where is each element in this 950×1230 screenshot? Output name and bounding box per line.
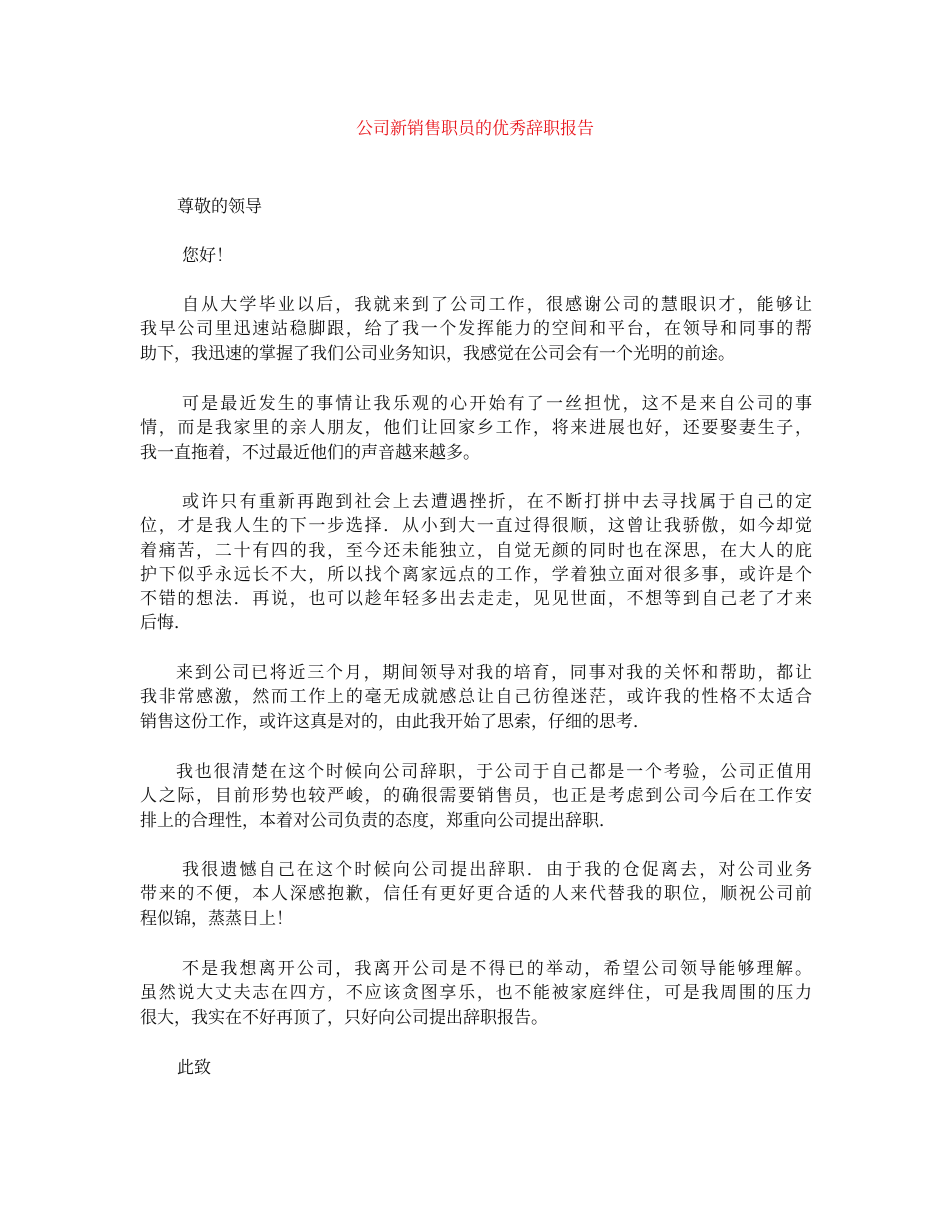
paragraph-line: 自从大学毕业以后，我就来到了公司工作，很感谢公司的慧眼识才，能够让 [182,295,812,315]
body-paragraph-5 [140,760,812,833]
paragraph-line: 很大，我实在不好再顶了，只好向公司提出辞职报告。 [140,1007,548,1028]
paragraph-line: 或许只有重新再跑到社会上去遭遇挫折，在不断打拼中去寻找属于自己的定 [182,492,812,512]
paragraph-line: 排上的合理性，本着对公司负责的态度，郑重向公司提出辞职． [140,810,616,831]
paragraph-line: 不是我想离开公司，我离开公司是不得已的举动，希望公司领导能够理解。 [182,959,812,979]
paragraph-line: 着痛苦，二十有四的我，至今还未能独立，自觉无颜的同时也在深思，在大人的庇 [140,540,812,561]
body-paragraph-1 [140,293,812,366]
paragraph-line: 我也很清楚在这个时候向公司辞职，于公司于自己都是一个考验，公司正值用 [176,762,812,782]
body-paragraph-6 [140,858,812,931]
paragraph-line: 我很遗憾自己在这个时候向公司提出辞职．由于我的仓促离去，对公司业务 [182,860,812,880]
paragraph-line: 程似锦，蒸蒸日上！ [140,908,293,929]
paragraph-line: 情，而是我家里的亲人朋友，他们让回家乡工作，将来进展也好，还要娶妻生子， [140,418,812,439]
body-paragraph-2 [140,392,812,465]
paragraph-line: 人之际，目前形势也较严峻，的确很需要销售员，也正是考虑到公司今后在工作安 [140,786,812,807]
paragraph-line: 我非常感激，然而工作上的毫无成就感总让自己彷徨迷茫，或许我的性格不太适合 [140,687,812,708]
paragraph-line: 后悔． [140,613,191,634]
closing: 此致 [177,1058,211,1078]
salutation: 尊敬的领导 [177,197,262,217]
paragraph-line: 可是最近发生的事情让我乐观的心开始有了一丝担忧，这不是来自公司的事 [182,394,812,414]
paragraph-line: 不错的想法．再说，也可以趁年轻多出去走走，见见世面，不想等到自己老了才来 [140,589,812,610]
greeting: 您好！ [182,246,233,266]
paragraph-line: 我一直拖着，不过最近他们的声音越来越多。 [140,442,480,463]
paragraph-line: 销售这份工作，或许这真是对的，由此我开始了思索，仔细的思考． [140,711,650,732]
paragraph-line: 来到公司已将近三个月，期间领导对我的培育，同事对我的关怀和帮助，都让 [176,663,812,683]
paragraph-line: 虽然说大丈夫志在四方，不应该贪图享乐，也不能被家庭绊住，可是我周围的压力 [140,983,812,1004]
body-paragraph-4 [140,661,812,734]
paragraph-line: 我早公司里迅速站稳脚跟，给了我一个发挥能力的空间和平台，在领导和同事的帮 [140,319,812,340]
body-paragraph-7 [140,957,812,1030]
body-paragraph-3 [140,490,812,636]
paragraph-line: 位，才是我人生的下一步选择．从小到大一直过得很顺，这曾让我骄傲，如今却觉 [140,516,812,537]
paragraph-line: 护下似乎永远长不大，所以找个离家远点的工作，学着独立面对很多事，或许是个 [140,564,812,585]
paragraph-line: 助下，我迅速的掌握了我们公司业务知识，我感觉在公司会有一个光明的前途。 [140,343,735,364]
paragraph-line: 带来的不便，本人深感抱歉，信任有更好更合适的人来代替我的职位，顺祝公司前 [140,884,812,905]
document-title: 公司新销售职员的优秀辞职报告 [356,119,594,139]
